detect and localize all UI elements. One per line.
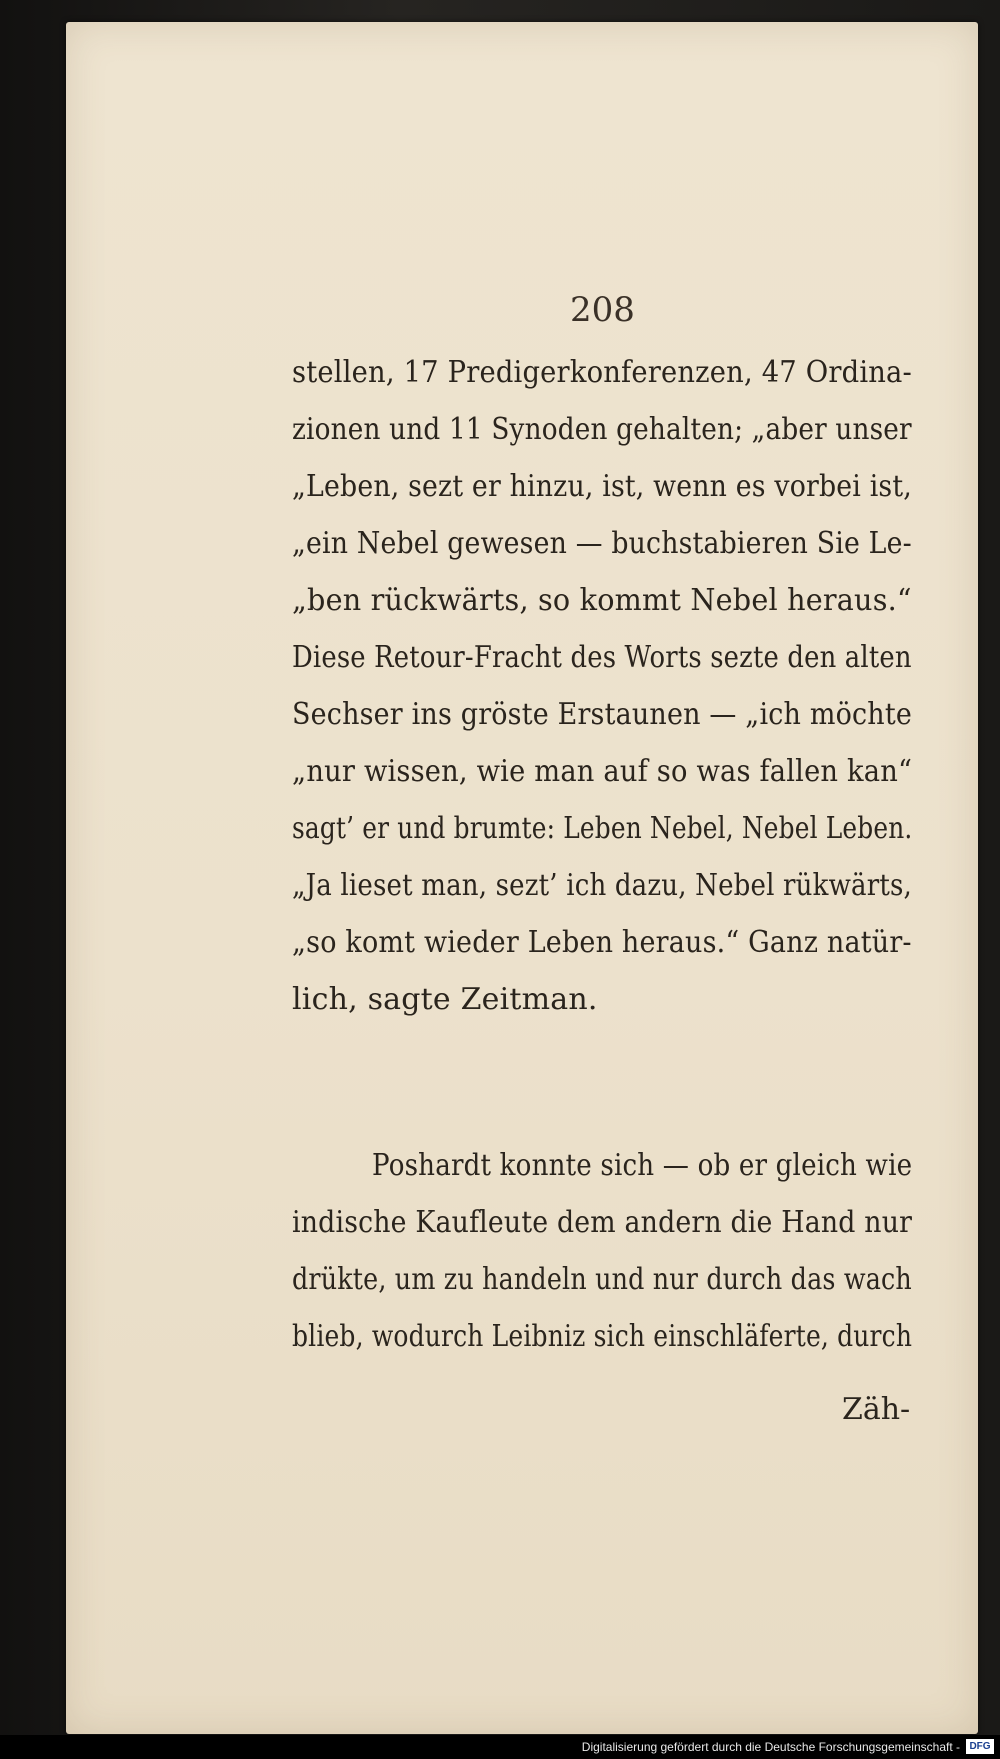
text-line: „ein Nebel gewesen — buchstabieren Sie Le- (292, 526, 912, 561)
footer-text: Digitalisierung gefördert durch die Deutsche Forschungsgemeinschaft - (581, 1740, 960, 1754)
text-line: sagt’ er und brumte: Leben Nebel, Nebel Leben. (292, 811, 913, 846)
text-line: blieb, wodurch Leibniz sich einschläferte, durch (292, 1319, 913, 1354)
text-line: lich, sagte Zeitman. (292, 982, 598, 1017)
text-line: „so komt wieder Leben heraus.“ Ganz natür- (292, 925, 912, 960)
text-line: zionen und 11 Synoden gehalten; „aber unser (292, 412, 912, 447)
text-line: „Leben, sezt er hinzu, ist, wenn es vorbei ist, (292, 469, 912, 504)
dfg-logo: DFG (966, 1739, 994, 1754)
text-line: indische Kaufleute dem andern die Hand nur (292, 1205, 913, 1240)
text-line: „Ja lieset man, sezt’ ich dazu, Nebel rükwärts, (292, 868, 912, 903)
page-number: 208 (570, 290, 635, 330)
digitization-footer (0, 1735, 1000, 1759)
catchword: Zäh- (842, 1392, 911, 1427)
text-line: Diese Retour-Fracht des Worts sezte den alten (292, 640, 912, 675)
text-line: „nur wissen, wie man auf so was fallen kan“ (292, 754, 913, 789)
text-line: Sechser ins gröste Erstaunen — „ich möchte (292, 697, 913, 732)
text-line: Poshardt konnte sich — ob er gleich wie (372, 1148, 913, 1183)
text-line: „ben rückwärts, so kommt Nebel heraus.“ (292, 583, 912, 618)
text-line: drükte, um zu handeln und nur durch das wach (292, 1262, 912, 1297)
text-line: stellen, 17 Predigerkonferenzen, 47 Ordina- (292, 355, 912, 390)
